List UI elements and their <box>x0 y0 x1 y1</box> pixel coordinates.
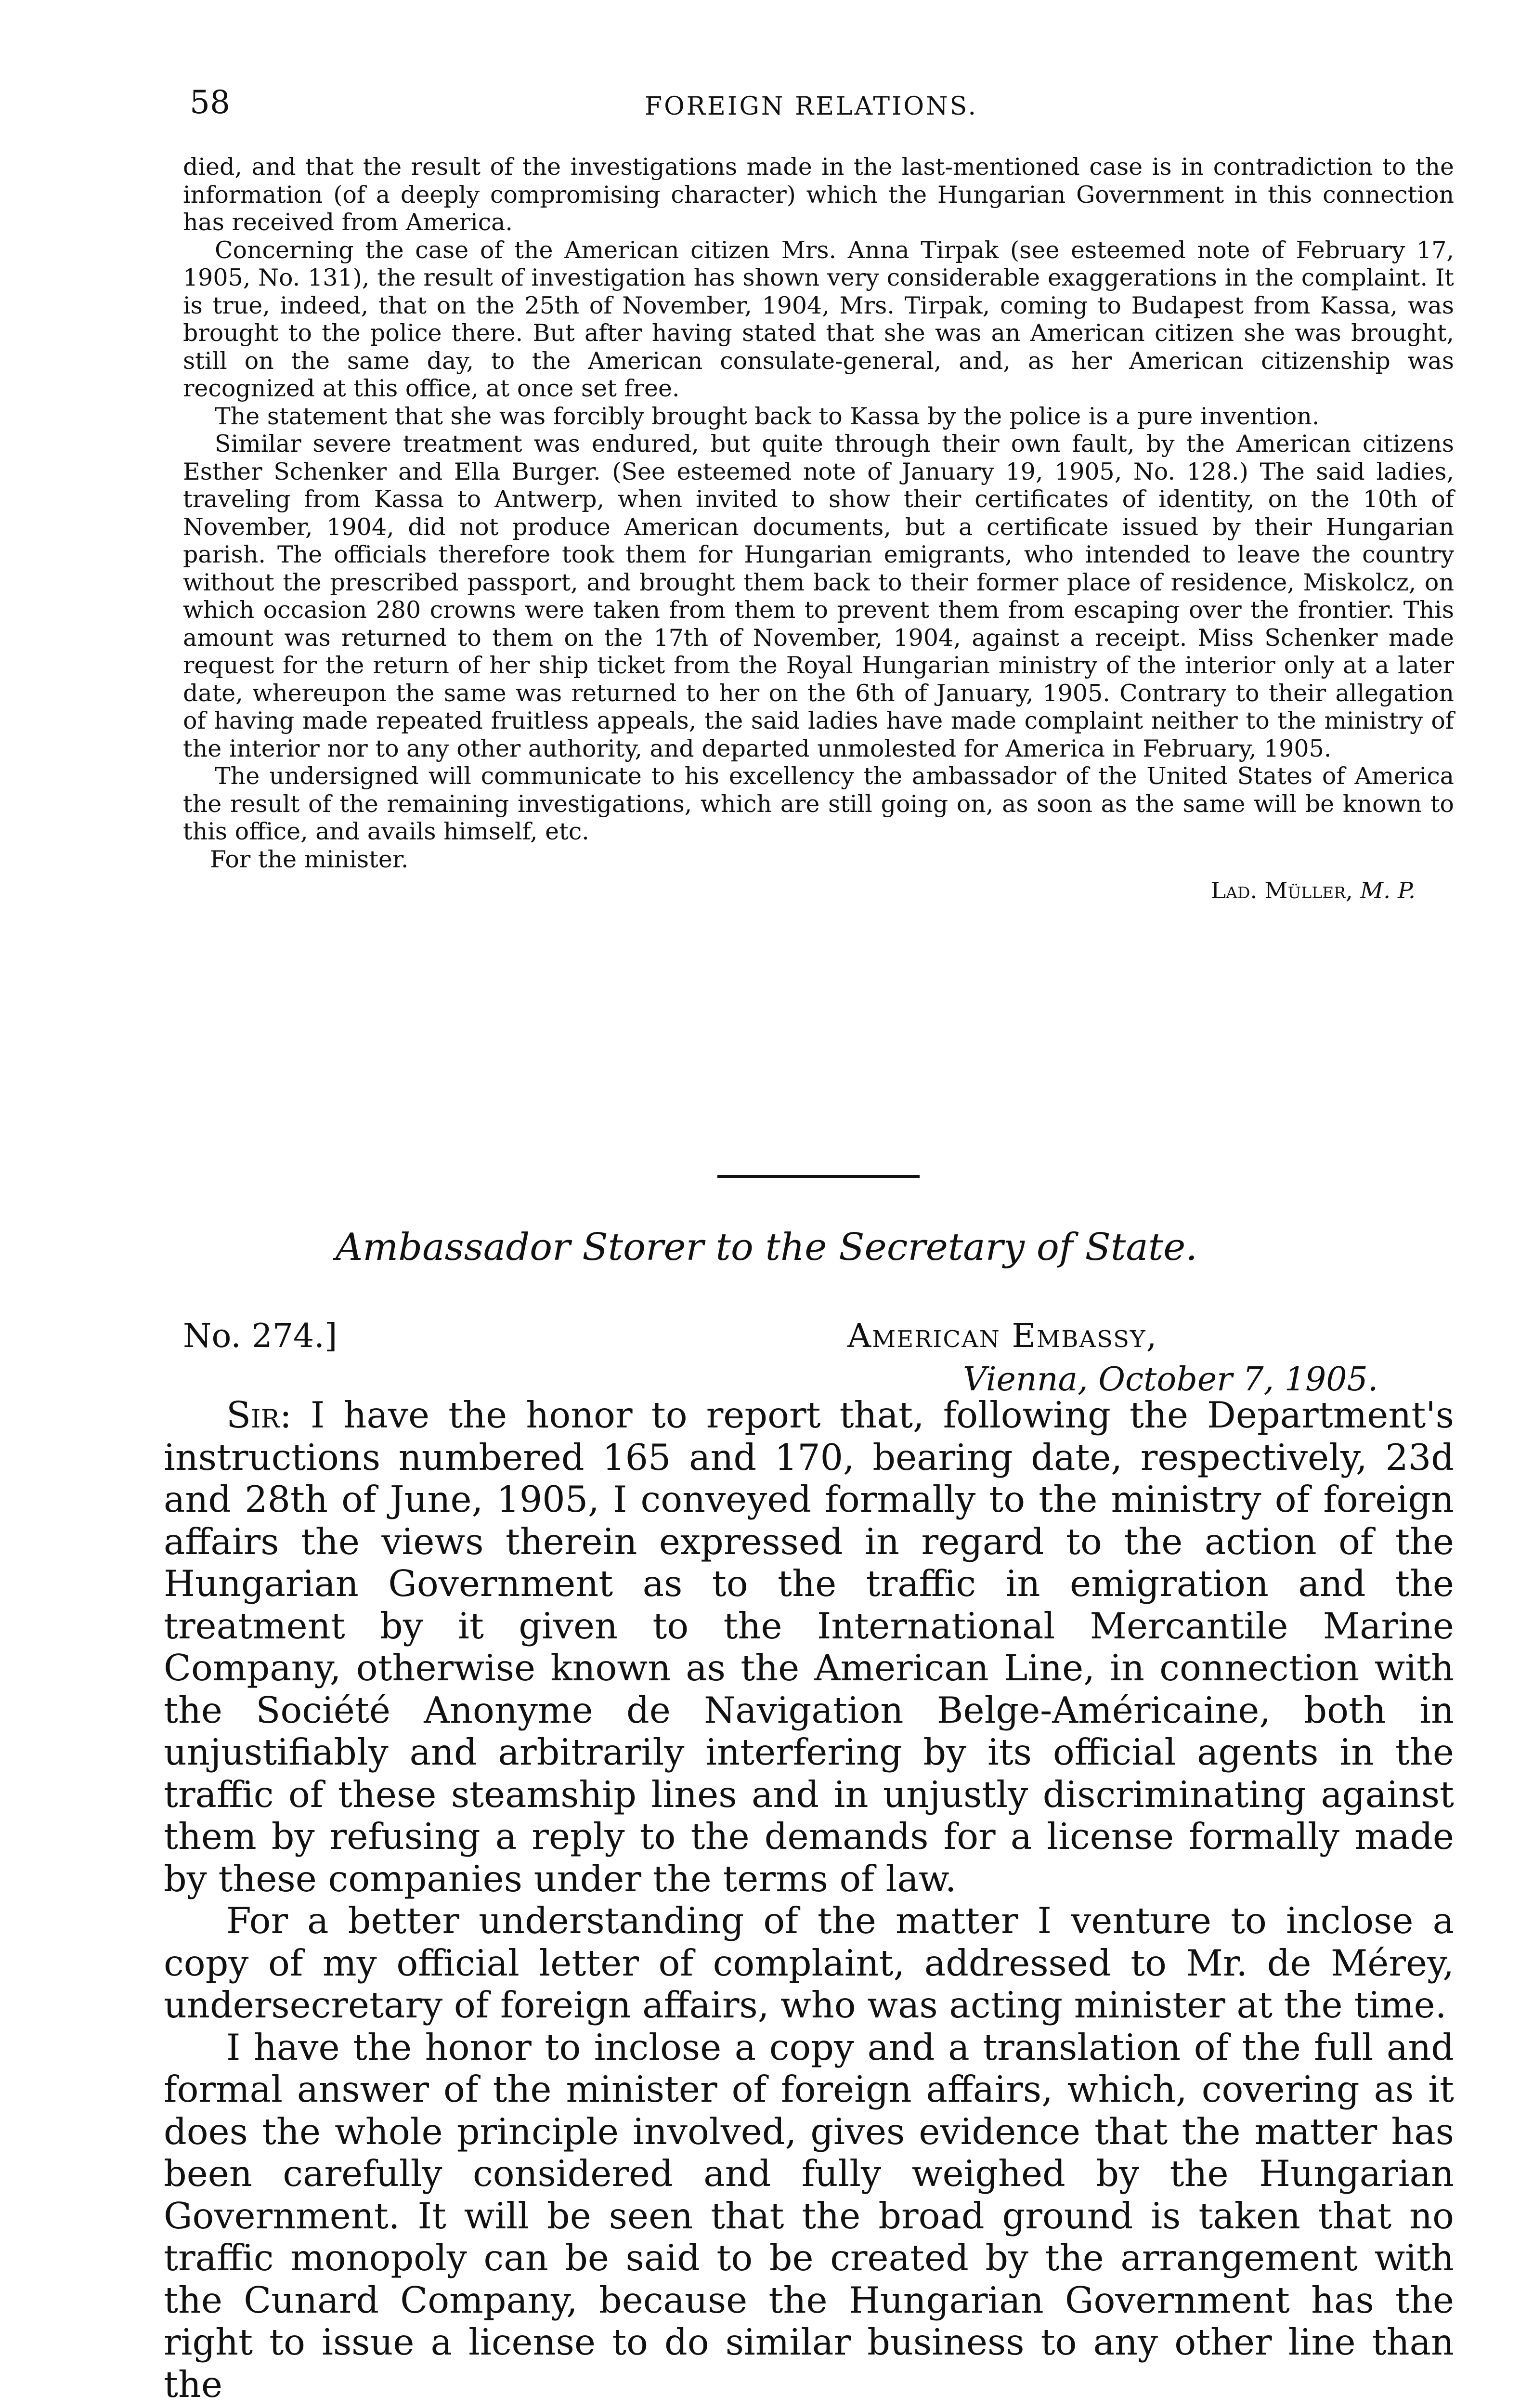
page-number: 58 <box>190 84 230 121</box>
letter-paragraph: For a better understanding of the matter I venture to inclose a copy of my official letter of complaint, addressed to Mr. de Mérey, undersecretary of foreign affairs, who was acting minister at the time. <box>164 1900 1454 2026</box>
note-paragraph: died, and that the result of the investigations made in the last-mentioned case is in contradiction to the information (of a deeply compromising character) which the Hungarian Government in this connection has received from America. <box>183 153 1454 236</box>
dispatch-number: No. 274.] <box>183 1317 338 1355</box>
for-the-minister: For the minister. <box>210 845 409 873</box>
signature <box>183 877 1454 905</box>
letter-paragraph <box>164 1394 1454 1900</box>
salutation: Sir: <box>226 1394 292 1436</box>
dateline: Vienna, October 7, 1905. <box>963 1361 1378 1399</box>
note-paragraph: The undersigned will communicate to his excellency the ambassador of the United States of America the result of the remaining investigations, which are still going on, as soon as the same will be known to this office, and avails himself, etc. <box>183 762 1454 845</box>
letter-body <box>164 1394 1454 2406</box>
signature-name: Lad. Müller, <box>1210 877 1353 904</box>
letter-paragraph-text: I have the honor to report that, following the Department's instructions numbered 165 and 170, bearing date, respectively, 23d and 28th of June, 1905, I conveyed formally to the ministry of foreign affairs the views therein expressed in regard to the action of the Hungarian Government as to the traffic in emigration and the treatment by it given to the International Mercantile Marine Company, otherwise known as the American Line, in connection with the Société Anonyme de Navigation Belge-Américaine, both in unjustifiably and arbitrarily interfering by its official agents in the traffic of these steamship lines and in unjustly discriminating against them by refusing a reply to the demands for a license formally made by these companies under the terms of law. <box>164 1394 1454 1900</box>
signature-title: M. P. <box>1360 877 1416 904</box>
letter-paragraph: I have the honor to inclose a copy and a translation of the full and formal answer of the minister of foreign affairs, which, covering as it does the whole principle involved, gives evidence that the matter has been carefully considered and fully weighed by the Hungarian Government. It will be seen that the broad ground is taken that no traffic monopoly can be said to be created by the arrangement with the Cunard Company, because the Hungarian Government has the right to issue a license to do similar business to any other line than the <box>164 2026 1454 2406</box>
section-divider <box>717 1175 920 1178</box>
running-title: FOREIGN RELATIONS. <box>645 92 978 121</box>
note-paragraph: The statement that she was forcibly brought back to Kassa by the police is a pure invention. <box>215 402 1320 430</box>
page-header <box>173 81 1449 124</box>
note-continuation <box>183 153 1454 905</box>
letter-heading: Ambassador Storer to the Secretary of State. <box>335 1226 1198 1269</box>
embassy-name: American Embassy, <box>847 1317 1158 1355</box>
note-paragraph: Similar severe treatment was endured, but quite through their own fault, by the American citizens Esther Schenker and Ella Burger. (See esteemed note of January 19, 1905, No. 128.) The said ladies, traveling from Kassa to Antwerp, when invited to show their certificates of identity, on the 10th of November, 1904, did not produce American documents, but a certificate issued by their Hungarian parish. The officials therefore took them for Hungarian emigrants, who intended to leave the country without the prescribed passport, and brought them back to their former place of residence, Miskolcz, on which occasion 280 crowns were taken from them to prevent them from escaping over the frontier. This amount was returned to them on the 17th of November, 1904, against a receipt. Miss Schenker made request for the return of her ship ticket from the Royal Hungarian ministry of the interior only at a later date, whereupon the same was returned to her on the 6th of January, 1905. Contrary to their allegation of having made repeated fruitless appeals, the said ladies have made complaint neither to the ministry of the interior nor to any other authority, and departed unmolested for America in February, 1905. <box>183 430 1454 762</box>
note-paragraph: Concerning the case of the American citizen Mrs. Anna Tirpak (see esteemed note of February 17, 1905, No. 131), the result of investigation has shown very considerable exaggerations in the complaint. It is true, indeed, that on the 25th of November, 1904, Mrs. Tirpak, coming to Budapest from Kassa, was brought to the police there. But after having stated that she was an American citizen she was brought, still on the same day, to the American consulate-general, and, as her American citizenship was recognized at this office, at once set free. <box>183 236 1454 402</box>
